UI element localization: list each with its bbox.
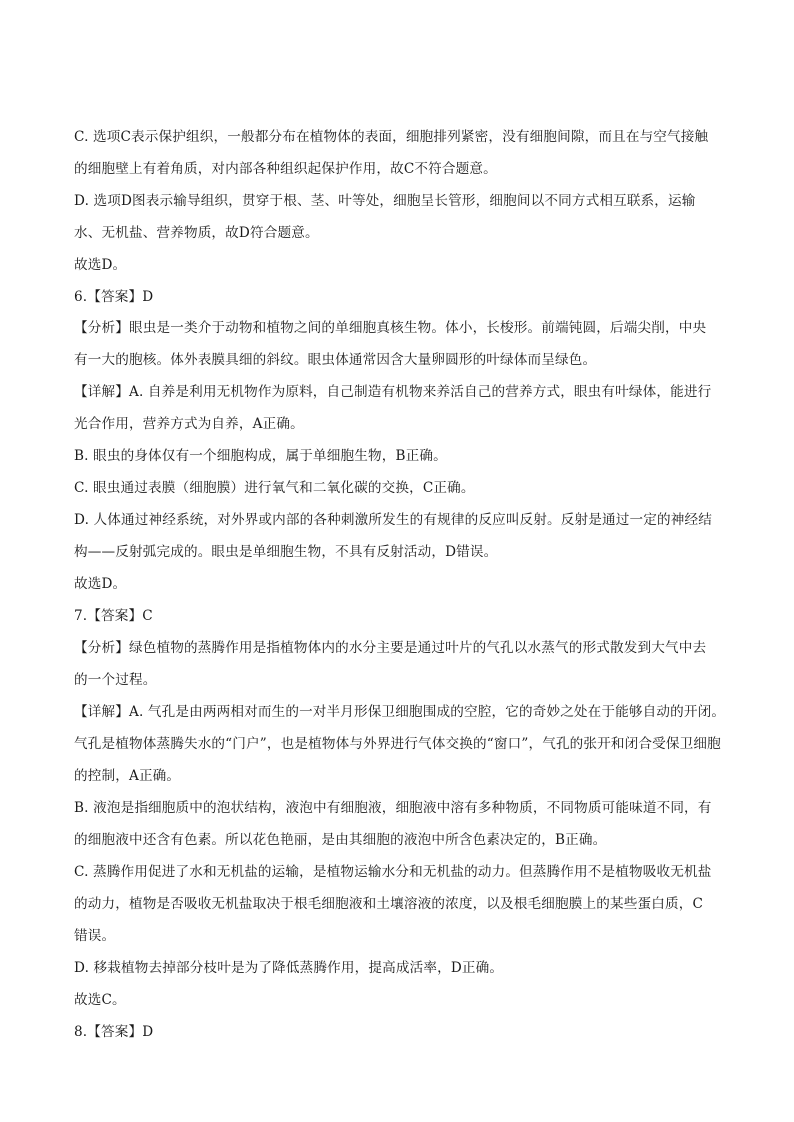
answer-heading: 7.【答案】C [74,608,153,624]
text-line: 的一个过程。 [74,672,157,688]
text-line: 的细胞液中还含有色素。所以花色艳丽，是由其细胞的液泡中所含色素决定的，B正确。 [74,832,607,848]
text-line: 气孔是植物体蒸腾失水的“门户”，也是植物体与外界进行气体交换的“窗口”，气孔的张开和闭合受保卫细胞 [74,736,721,752]
text-line: 构——反射弧完成的。眼虫是单细胞生物，不具有反射活动，D错误。 [74,544,498,560]
text-line: D. 人体通过神经系统，对外界或内部的各种刺激所发生的有规律的反应叫反射。反射是通过一定的神经结 [74,512,712,528]
text-line: 光合作用，营养方式为自养，A正确。 [74,416,304,432]
text-line: 【分析】眼虫是一类介于动物和植物之间的单细胞真核生物。体小，长梭形。前端钝圆，后端尖削，中央 [74,320,707,336]
text-line: C. 眼虫通过表膜（细胞膜）进行氧气和二氧化碳的交换，C正确。 [74,480,475,496]
answer-heading: 8.【答案】D [74,1024,154,1040]
answer-heading: 6.【答案】D [74,289,154,305]
text-line: 故选C。 [74,992,126,1008]
text-line: 有一大的胞核。体外表膜具细的斜纹。眼虫体通常因含大量卵圆形的叶绿体而呈绿色。 [74,352,597,368]
text-line: 【详解】A. 自养是利用无机物作为原料，自己制造有机物来养活自己的营养方式，眼虫有叶绿体，能进行 [74,384,712,400]
text-line: 的动力，植物是否吸收无机盐取决于根毛细胞液和土壤溶液的浓度，以及根毛细胞膜上的某些蛋白质，C [74,896,704,912]
text-line: 的细胞壁上有着角质，对内部各种组织起保护作用，故C不符合题意。 [74,161,497,177]
text-line: B. 液泡是指细胞质中的泡状结构，液泡中有细胞液，细胞液中溶有多种物质，不同物质可能味道不同，有 [74,800,712,816]
text-line: 的控制，A正确。 [74,768,181,784]
text-line: C. 选项C表示保护组织，一般都分布在植物体的表面，细胞排列紧密，没有细胞间隙，而且在与空气接触 [74,129,709,145]
text-line: B. 眼虫的身体仅有一个细胞构成，属于单细胞生物，B正确。 [74,448,447,464]
text-line: 水、无机盐、营养物质，故D符合题意。 [74,225,319,241]
text-line: 错误。 [74,928,116,944]
text-line: 【详解】A. 气孔是由两两相对而生的一对半月形保卫细胞围成的空腔，它的奇妙之处在于能够自动的开闭。 [74,704,726,720]
text-line: D. 选项D图表示输导组织，贯穿于根、茎、叶等处，细胞呈长管形，细胞间以不同方式相互联系，运输 [74,193,696,209]
text-line: 【分析】绿色植物的蒸腾作用是指植物体内的水分主要是通过叶片的气孔以水蒸气的形式散发到大气中去 [74,640,707,656]
text-line: 故选D。 [74,576,127,592]
text-line: C. 蒸腾作用促进了水和无机盐的运输，是植物运输水分和无机盐的动力。但蒸腾作用不是植物吸收无机盐 [74,864,712,880]
text-line: 故选D。 [74,257,127,273]
text-line: D. 移栽植物去掉部分枝叶是为了降低蒸腾作用，提高成活率，D正确。 [74,960,504,976]
